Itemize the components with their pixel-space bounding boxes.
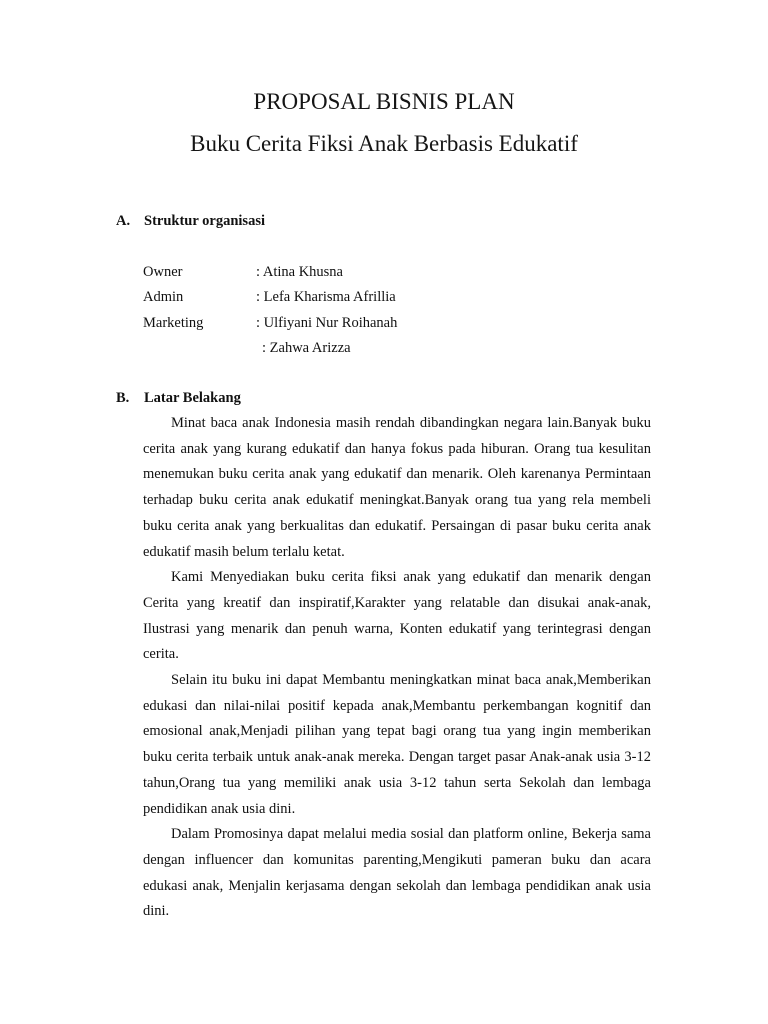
paragraph: Kami Menyediakan buku cerita fiksi anak yang edukatif dan menarik dengan Cerita yang kreatif dan inspiratif,Karakter yang relatable dan disukai anak-anak, Ilustrasi yang menarik dan penuh warna, Konten edukatif yang terintegrasi dengan cerita. (143, 569, 651, 663)
organization-structure (143, 261, 623, 362)
section-b-letter: B. (116, 390, 130, 406)
org-member-name: : Lefa Kharisma Afrillia (256, 289, 396, 306)
section-b-heading (116, 388, 241, 408)
paragraph: Minat baca anak Indonesia masih rendah dibandingkan negara lain.Banyak buku cerita anak yang kurang edukatif dan hanya fokus pada hiburan. Orang tua kesulitan menemukan buku cerita anak yang edukatif dan menarik. Oleh karenanya Permintaan terhadap buku cerita anak edukatif meningkat.Banyak orang tua yang rela membeli buku cerita anak yang berkualitas dan edukatif. Persaingan di pasar buku cerita anak edukatif masih belum terlalu ketat. (143, 415, 651, 560)
org-role: Owner (143, 264, 183, 280)
background-text (143, 411, 651, 925)
org-row-admin (143, 286, 623, 311)
paragraph: Selain itu buku ini dapat Membantu meningkatkan minat baca anak,Memberikan edukasi dan nilai-nilai positif kepada anak,Membantu perkembangan kognitif dan emosional anak,Menjadi pilihan yang tepat bagi orang tua yang ingin memberikan buku cerita terbaik untuk anak-anak mereka. Dengan target pasar Anak-anak usia 3-12 tahun,Orang tua yang memiliki anak usia 3-12 tahun serta Sekolah dan lembaga pendidikan anak usia dini. (143, 672, 651, 817)
org-role: Admin (143, 289, 184, 306)
section-a-letter: A. (116, 213, 131, 229)
section-a-title: Struktur organisasi (144, 213, 265, 229)
org-row-marketing-2 (143, 337, 623, 362)
org-member-name: : Ulfiyani Nur Roihanah (256, 314, 398, 331)
org-member-name: : Atina Khusna (256, 264, 343, 280)
org-member-name: : Zahwa Arizza (262, 339, 351, 356)
org-row-marketing (143, 312, 623, 337)
paragraph: Dalam Promosinya dapat melalui media sosial dan platform online, Bekerja sama dengan influencer dan komunitas parenting,Mengikuti pameran buku dan acara edukasi anak, Menjalin kerjasama dengan sekolah dan lembaga pendidikan anak usia dini. (143, 826, 651, 920)
document-title: PROPOSAL BISNIS PLAN (253, 89, 515, 114)
org-row-owner (143, 261, 623, 286)
org-role (143, 337, 256, 362)
document-subtitle: Buku Cerita Fiksi Anak Berbasis Edukatif (190, 131, 578, 156)
section-a-heading (116, 211, 265, 231)
section-b-title: Latar Belakang (144, 390, 241, 406)
org-role: Marketing (143, 314, 204, 331)
